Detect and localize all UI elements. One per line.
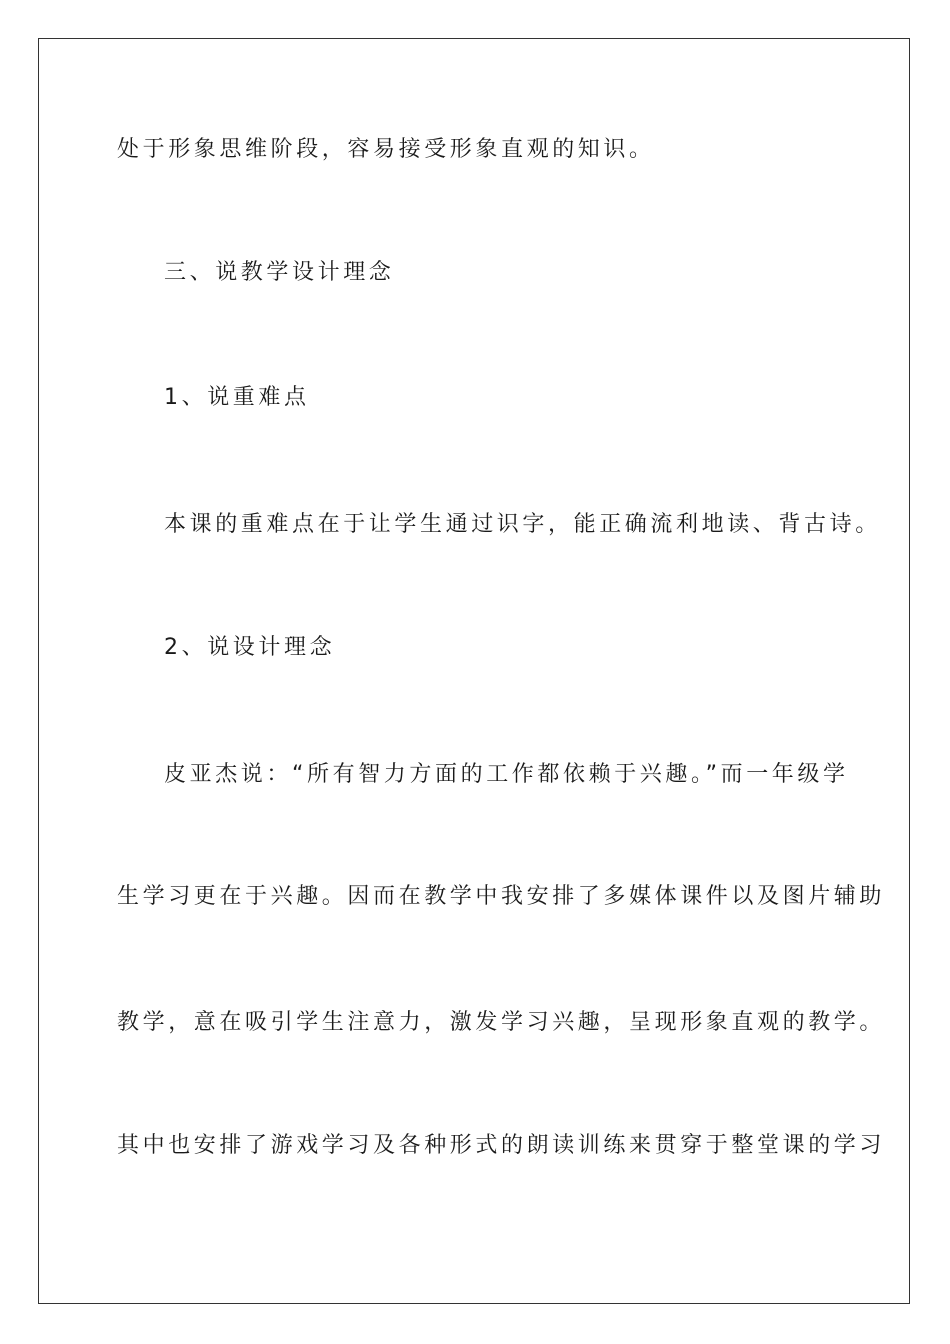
paragraph-line-3: 皮亚杰说：“所有智力方面的工作都依赖于兴趣。”而一年级学 bbox=[164, 762, 849, 787]
subheading-1: 1、说重难点 bbox=[164, 385, 310, 410]
paragraph-line-1: 处于形象思维阶段，容易接受形象直观的知识。 bbox=[117, 137, 655, 162]
paragraph-line-4: 生学习更在于兴趣。因而在教学中我安排了多媒体课件以及图片辅助 bbox=[117, 884, 886, 909]
paragraph-line-2: 本课的重难点在于让学生通过识字，能正确流利地读、背古诗。 bbox=[164, 512, 881, 537]
paragraph-line-5: 教学，意在吸引学生注意力，激发学习兴趣，呈现形象直观的教学。 bbox=[117, 1010, 886, 1035]
page-border bbox=[38, 38, 910, 1304]
subheading-2: 2、说设计理念 bbox=[164, 635, 336, 660]
paragraph-line-6: 其中也安排了游戏学习及各种形式的朗读训练来贯穿于整堂课的学习 bbox=[117, 1133, 886, 1158]
section-heading: 三、说教学设计理念 bbox=[164, 260, 395, 285]
